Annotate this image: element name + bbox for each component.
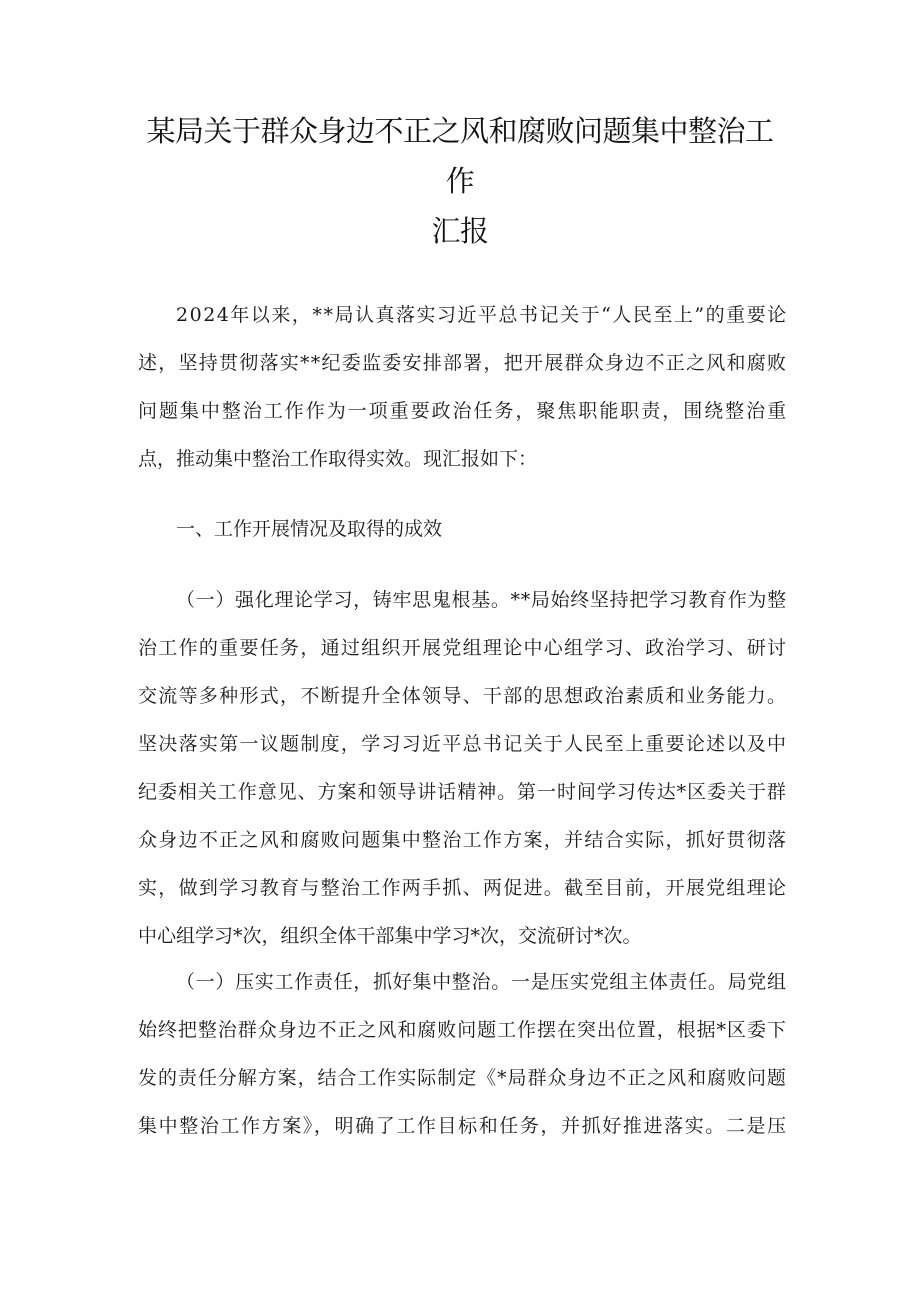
text-line: 中心组学习*次，组织全体干部集中学习*次，交流研讨*次。 — [138, 925, 642, 947]
text-line: 众身边不正之风和腐败问题集中整治工作方案，并结合实际，抓好贯彻落 — [138, 829, 788, 851]
text-line: 治工作的重要任务，通过组织开展党组理论中心组学习、政治学习、研讨 — [138, 637, 788, 659]
text-line: 发的责任分解方案，结合工作实际制定《*局群众身边不正之风和腐败问题 — [138, 1067, 787, 1089]
text-line: 集中整治工作方案》，明确了工作目标和任务，并抓好推进落实。二是压 — [138, 1115, 788, 1137]
text-line: 点，推动集中整治工作取得实效。现汇报如下： — [138, 448, 538, 470]
text-line: （一）强化理论学习，铸牢思鬼根基。**局始终坚持把学习教育作为整 — [176, 589, 787, 611]
text-line: 述，坚持贯彻落实**纪委监委安排部署，把开展群众身边不正之风和腐败 — [138, 352, 788, 374]
text-line: 坚决落实第一议题制度，学习习近平总书记关于人民至上重要论述以及中 — [138, 733, 788, 755]
text-line: 2024年以来，**局认真落实习近平总书记关于“人民至上”的重要论 — [176, 304, 788, 326]
text-line: 问题集中整治工作作为一项重要政治任务，聚焦职能职责，围绕整治重 — [138, 400, 789, 422]
document-title — [140, 106, 780, 256]
intro-paragraph — [138, 291, 789, 483]
text-line: 始终把整治群众身边不正之风和腐败问题工作摆在突出位置，根据*区委下 — [138, 1019, 787, 1041]
text-line: （一）压实工作责任，抓好集中整治。一是压实党组主体责任。局党组 — [176, 971, 787, 993]
section-heading — [138, 505, 786, 553]
title-line-1: 某局关于群众身边不正之风和腐败问题集中整治工作 — [146, 114, 774, 198]
paragraph-theory-study — [138, 576, 786, 960]
text-line: 实，做到学习教育与整治工作两手抓、两促进。截至目前，开展党组理论 — [138, 877, 788, 899]
text-line: 纪委相关工作意见、方案和领导讲话精神。第一时间学习传达*区委关于群 — [138, 781, 787, 803]
title-line-2: 汇报 — [431, 214, 489, 248]
section-heading-text: 一、工作开展情况及取得的成效 — [176, 518, 443, 540]
paragraph-responsibility — [138, 958, 786, 1150]
text-line: 交流等多种形式，不断提升全体领导、干部的思想政治素质和业务能力。 — [138, 685, 788, 707]
